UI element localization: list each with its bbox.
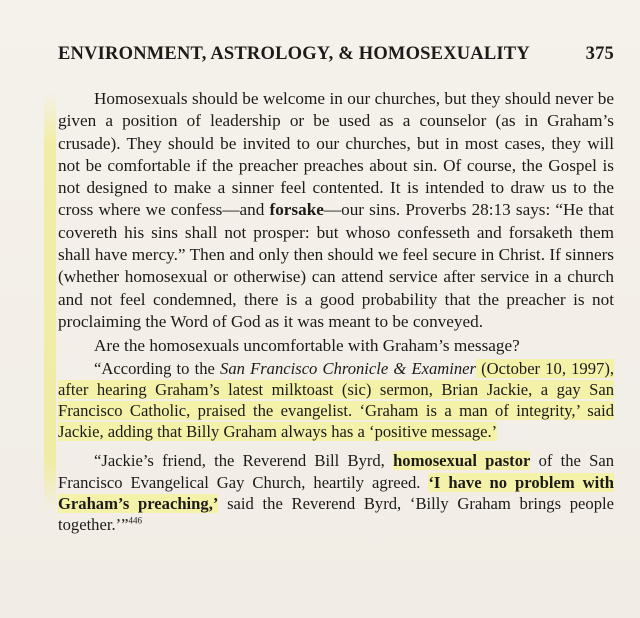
footnote-marker[interactable]: 446 <box>128 515 142 526</box>
paragraph-1 <box>58 88 614 333</box>
page-body <box>58 88 614 535</box>
quote-2-text-c: said the Reverend Byrd, ‘Billy Graham brings people together.’” <box>58 493 614 534</box>
paragraph-2: Are the homosexuals uncomfortable with Graham’s message? <box>94 336 520 356</box>
paragraph-1-text-b: —our sins. Proverbs 28:13 says: “He that covereth his sins shall not prosper: but whoso confesseth and forsaketh them shall have mercy.” Then and only then should we feel secure in Christ. If sinners (whether homosexual or otherwise) can attend service after service in a church and not feel condemned, there is a good probability that the preacher is not proclaiming the Word of God as it was meant to be conveyed. <box>58 200 614 331</box>
page-number: 375 <box>585 44 614 64</box>
emphasis-homosexual-pastor: homosexual pastor <box>393 451 531 471</box>
newspaper-title: San Francisco Chronicle & Examiner <box>220 358 476 378</box>
quote-1-text-a: “According to the <box>94 358 221 378</box>
quote-1-text-b: (October 10, 1997), after hearing Graham’s latest milktoast (sic) sermon, Brian Jackie, a gay San Francisco Catholic, praised the evangelist. ‘Graham is a man of integrity,’ said Jackie, adding that Billy Graham always has a ‘positive message.’ <box>58 358 614 442</box>
quote-2-text-b: of the San Francisco Evangelical Gay Church, heartily agreed. <box>58 451 614 492</box>
chapter-title: ENVIRONMENT, ASTROLOGY, & HOMOSEXUALITY <box>58 44 530 64</box>
quote-2-text-a: “Jackie’s friend, the Reverend Bill Byrd, <box>94 451 394 471</box>
emphasis-graham-quote: ‘I have no problem with Graham’s preaching,’ <box>58 472 614 513</box>
emphasis-forsake: forsake <box>269 200 324 220</box>
block-quote-1 <box>58 358 614 443</box>
highlighter-margin-mark <box>44 92 56 512</box>
block-quote-2 <box>58 450 614 535</box>
paragraph-1-text-a: Homosexuals should be welcome in our churches, but they should never be given a position of leadership or be used as a counselor (as in Graham’s crusade). They should be invited to our churches, but in most cases, they will not be comfortable if the preacher preaches about sin. Of course, the Gospel is not designed to make a sinner feel contented. It is intended to draw us to the cross where we confess—and <box>58 89 614 220</box>
running-header <box>58 44 614 65</box>
